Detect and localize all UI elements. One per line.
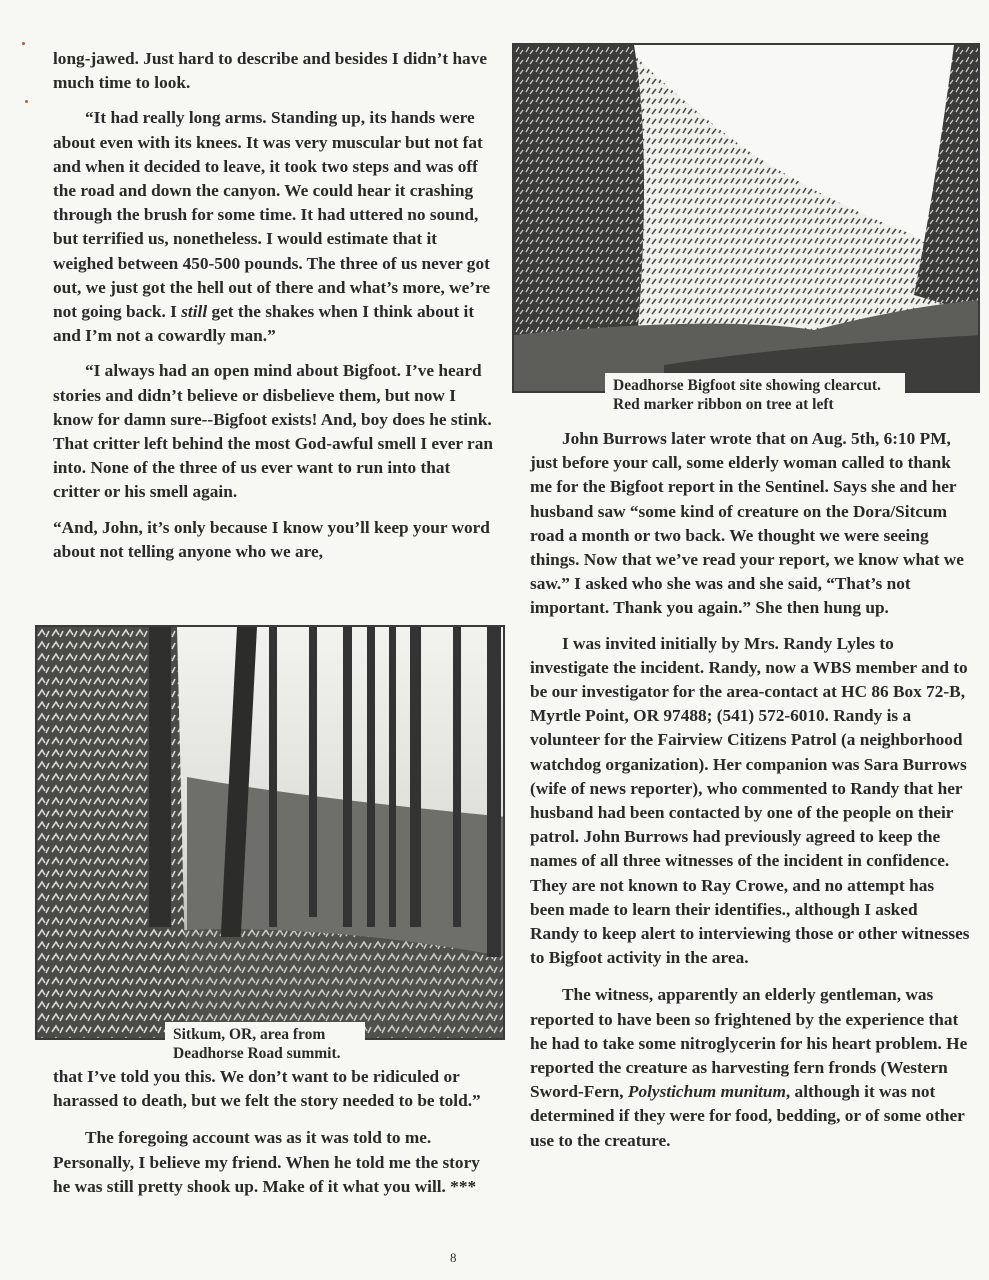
photo-caption-left (165, 1022, 365, 1062)
paragraph: that I’ve told you this. We don’t want to be ridiculed or harassed to death, but we felt the story needed to be told.” (53, 1067, 481, 1111)
text-run: get the shakes when I think about it and I’m not a cowardly man.” (53, 302, 475, 346)
photo-deadhorse-clearcut (512, 43, 980, 393)
text-run: , although it was not determined if they were for food, bedding, or of some other use to the creature. (530, 1082, 965, 1150)
italic-text: Polystichum munitum (627, 1082, 786, 1102)
photo-caption-right (605, 373, 905, 417)
left-column-bottom (53, 1065, 493, 1199)
right-column (530, 427, 970, 1153)
italic-text: still (181, 302, 208, 322)
paragraph: The foregoing account was as it was told to me. Personally, I believe my friend. When he told me the story he was still pretty shook up. Make of it what you will. *** (53, 1128, 480, 1196)
left-column-top (53, 47, 493, 564)
paragraph: I was invited initially by Mrs. Randy Lyles to investigate the incident. Randy, now a WBS member and to be our investigator for the area-contact at HC 86 Box 72-B, Myrtle Point, OR 97488; (541) 572-6010. Randy is a volunteer for the Fairview Citizens Patrol (a neighborhood watchdog organization). Her companion was Sara Burrows (wife of news reporter), who commented to Randy that her husband had been contacted by one of the people on their patrol. John Burrows had previously agreed to keep the names of all three witnesses of the incident in confidence. They are not known to Ray Crowe, and no attempt has been made to learn their identifies., although I asked Randy to keep alert to interviewing those or other witnesses to Bigfoot activity in the area. (530, 633, 970, 968)
paragraph: “I always had an open mind about Bigfoot. I’ve heard stories and didn’t believe or disbelieve them, but now I know for damn sure--Bigfoot exists! And, boy does he stink. That critter left behind the most God-awful smell I ever ran into. None of the three of us ever want to run into that critter or his smell again. (53, 361, 493, 502)
paragraph: long-jawed. Just hard to describe and besides I didn’t have much time to look. (53, 49, 488, 93)
paragraph (53, 106, 493, 348)
text-run: The witness, apparently an elderly gentleman, was reported to have been so frightened by the experience that he had to take some nitroglycerin for his heart problem. He reported the creature as harvesting fern fronds (Western Sword-Fern, (530, 985, 968, 1102)
caption-line: Red marker ribbon on tree at left (613, 396, 834, 413)
paragraph: John Burrows later wrote that on Aug. 5th, 6:10 PM, just before your call, some elderly woman called to thank me for the Bigfoot report in the Sentinel. Says she and her husband saw “some kind of creature on the Dora/Sitcum road a month or two back. We thought we were seeing things. Now that we’ve read your report, we know what we saw.” I asked who she was and she said, “That’s not important. Thank you again.” She then hung up. (530, 429, 964, 618)
page-number: 8 (450, 1250, 457, 1265)
photo-sitkum-forest (35, 625, 505, 1040)
paragraph (530, 983, 970, 1152)
clearcut-photo-image (514, 45, 980, 393)
caption-line: Deadhorse Bigfoot site showing clearcut. (613, 377, 881, 394)
forest-photo-image (37, 627, 505, 1040)
caption-line: Deadhorse Road summit. (173, 1045, 341, 1062)
scan-speck (25, 100, 28, 103)
paragraph: “And, John, it’s only because I know you’ll keep your word about not telling anyone who we are, (53, 517, 490, 561)
caption-line: Sitkum, OR, area from (173, 1026, 326, 1043)
text-run: “It had really long arms. Standing up, its hands were about even with its knees. It was very muscular but not fat and when it decided to leave, it took two steps and was off the road and down the canyon. We could hear it crashing through the brush for some time. It had uttered no sound, but terrified us, nonetheless. I would estimate that it weighed between 450-500 pounds. The three of us never got out, we just got the hell out of there and what’s more, we’re not going back. I (53, 108, 491, 322)
scan-speck (22, 42, 25, 45)
